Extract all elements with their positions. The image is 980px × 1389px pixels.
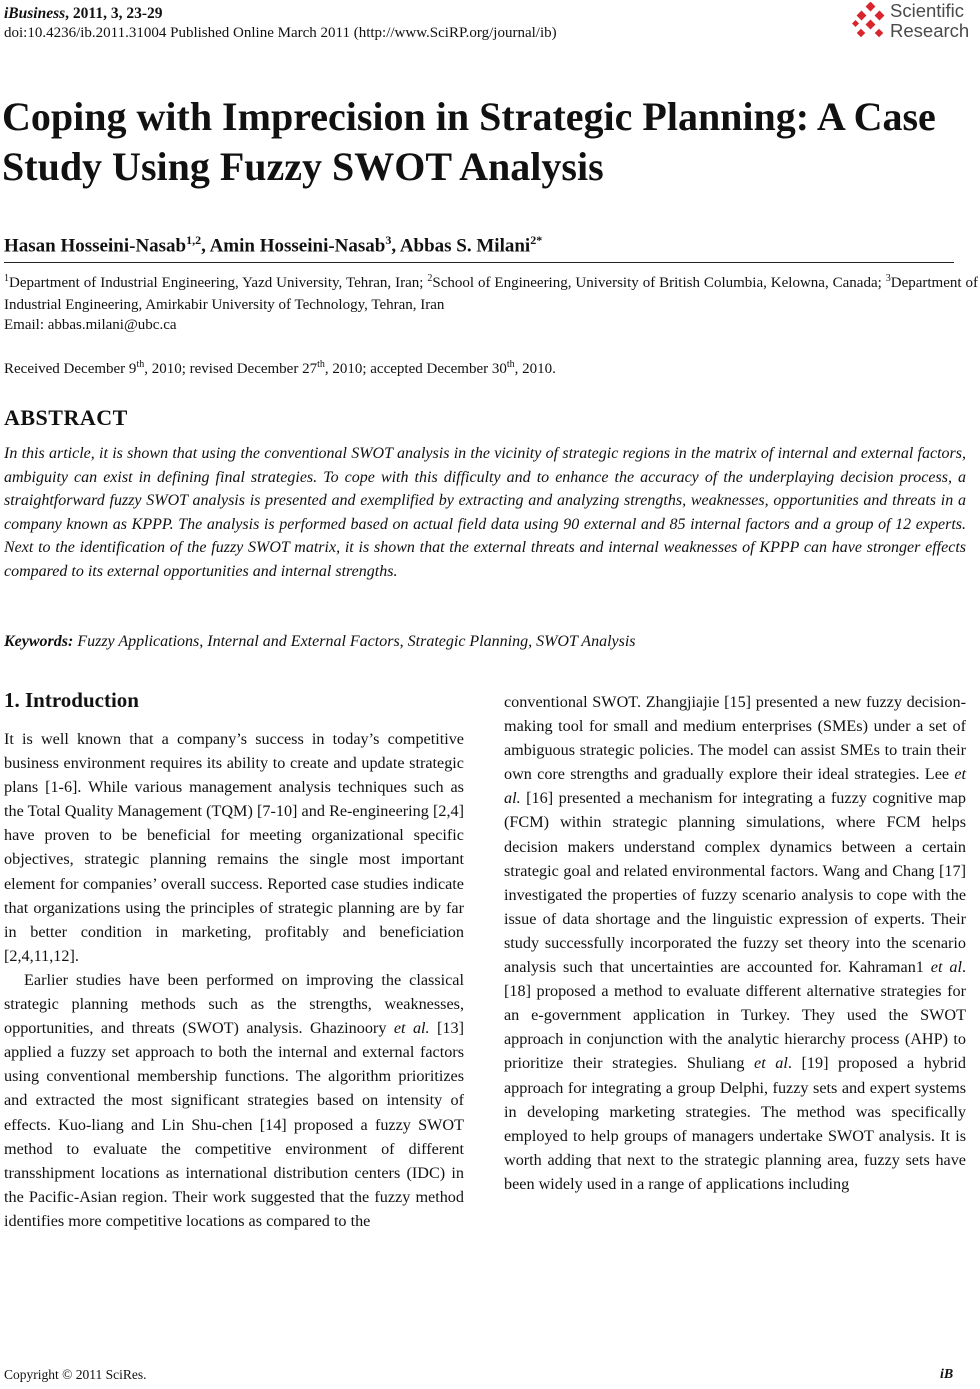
paragraph (4, 968, 464, 1233)
body-column-right (504, 690, 966, 1196)
section-heading-introduction: 1. Introduction (4, 688, 139, 712)
paragraph (504, 690, 966, 1196)
author-name: Hasan Hosseini-Nasab (4, 235, 187, 257)
affiliations (4, 268, 978, 316)
citation-et-al: et al. (393, 1019, 430, 1038)
author-name: Amin Hosseini-Nasab (209, 235, 386, 257)
paragraph-text: Earlier studies have been performed on improving the classical strategic planning methods such as the strengths, weaknesses, opportunities, and threats (SWOT) analysis. Ghazinoory (4, 970, 464, 1038)
copyright-notice: Copyright © 2011 SciRes. (4, 1367, 147, 1382)
footer-journal-abbr: iB (940, 1367, 954, 1382)
author-name: Abbas S. Milani (399, 235, 531, 257)
keywords-label: Keywords: (4, 633, 74, 650)
paragraph-text: conventional SWOT. Zhangjiajie [15] presented a new fuzzy decision-making tool for small and medium enterprises (SMEs) under a set of ambiguous strategic policies. The model can assist SMEs to train their own core strengths and gradually explore their ideal strategies. Lee (504, 693, 966, 784)
received-text: Received December 9 (4, 361, 137, 377)
header-divider (4, 262, 954, 263)
affil-text: School of Engineering, University of British Columbia, Kelowna, Canada; (432, 275, 886, 291)
paragraph-text: . [19] proposed a hybrid approach for integrating a group Delphi, fuzzy sets and expert systems in developing marketing strategies. The method was specifically employed to help groups of managers undertake SWOT analysis. It is worth adding that next to the strategic planning area, fuzzy sets have been widely used in a range of applications including (504, 1054, 966, 1193)
received-text: , 2010; accepted December 30 (324, 361, 507, 377)
paragraph-text: [16] presented a mechanism for integrating a fuzzy cognitive map (FCM) within strategic planning simulations, where FCM helps decision makers understand complex dynamics between a certain strategic goal and related environmental factors. Wang and Chang [17] investigated the properties of fuzzy scenario analysis to cope with the issue of data shortage and the linguistic expression of experts. Their study successfully incorporated the fuzzy set theory into the scenario analysis such that uncertainties are accounted for. Kahraman1 (504, 789, 966, 977)
journal-name: iBusiness (4, 5, 66, 22)
body-column-left (4, 727, 464, 1233)
ordinal-sup: th (136, 359, 145, 370)
affil-sup: 1 (4, 273, 9, 284)
author-affil-sup: 3 (385, 233, 392, 247)
doi-line: doi:10.4236/ib.2011.31004 Published Online March 2011 (http://www.SciRP.org/journal/ib) (4, 25, 557, 41)
journal-volume: , 2011, 3, 23-29 (65, 5, 163, 22)
affil-text: Department of Industrial Engineering, Amirkabir University of Technology, Tehran, Iran (4, 275, 978, 313)
journal-citation (4, 4, 162, 23)
received-text: , 2010; revised December 27 (144, 361, 318, 377)
citation-et-al: et al (754, 1054, 788, 1073)
publisher-logo (852, 0, 972, 46)
ordinal-sup: th (317, 359, 325, 370)
logo-mark-icon (852, 2, 888, 42)
keywords (4, 630, 966, 653)
affil-sup: 2 (427, 273, 433, 284)
received-dates (4, 354, 556, 380)
author-separator: , (201, 235, 210, 257)
paragraph-text: . [18] proposed a method to evaluate different alternative strategies for an e-government application in Turkey. They used the SWOT approach in conjunction with the analytic hierarchy process (AHP) to prioritize their strategies. Shuliang (504, 958, 966, 1073)
ordinal-sup: th (506, 359, 515, 370)
citation-et-al: et al (930, 958, 962, 977)
abstract-heading: ABSTRACT (4, 405, 128, 430)
keywords-list: Fuzzy Applications, Internal and External Factors, Strategic Planning, SWOT Analysis (73, 633, 636, 650)
logo-text-line1: Scientific (890, 0, 965, 21)
author-affil-sup: 2* (530, 233, 543, 247)
affil-text: Department of Industrial Engineering, Yazd University, Tehran, Iran; (9, 275, 428, 291)
abstract-text: In this article, it is shown that using the conventional SWOT analysis in the vicinity of strategic regions in the matrix of internal and external factors, ambiguity can exist in defining final strategies. To cope with this difficulty and to enhance the accuracy of the underplaying decision process, a straightforward fuzzy SWOT analysis is presented and exemplified by extracting and analyzing strengths, weaknesses, opportunities and threats in a company known as KPPP. The analysis is performed based on actual field data using 90 external and 85 internal factors and a group of 12 experts. Next to the identification of the fuzzy SWOT matrix, it is shown that the external threats and internal weaknesses of KPPP can have stronger effects compared to its external opportunities and internal strengths. (4, 445, 966, 580)
author-list (4, 228, 542, 258)
citation-et-al: et al. (504, 765, 966, 808)
paragraph-text: [13] applied a fuzzy set approach to both the internal and external factors using conventional membership functions. The algorithm prioritizes and extracted the most significant strategies based on intensity of effects. Kuo-liang and Lin Shu-chen [14] proposed a fuzzy SWOT method to evaluate the competitive environment of different transshipment locations as international distribution centers (IDC) in the Pacific-Asian region. Their work suggested that the fuzzy method identifies more competitive locations as compared to the (4, 1019, 465, 1230)
affil-sup: 3 (885, 273, 891, 284)
received-text: , 2010. (514, 361, 556, 377)
logo-text-line2: Research (890, 20, 970, 41)
contact-email: Email: abbas.milani@ubc.ca (4, 317, 177, 333)
paragraph: It is well known that a company’s success in today’s competitive business environment requires its ability to create and update strategic plans [1-6]. While various management analysis techniques such as the Total Quality Management (TQM) [7-10] and Re-engineering [2,4] have proven to be beneficial for meeting organizational specific objectives, strategic planning remains the single most important element for companies’ overall success. Reported case studies indicate that organizations using the principles of strategic planning are by far in better condition in marketing, profitably and beneficiation [2,4,11,12]. (4, 730, 464, 965)
author-separator: , (391, 235, 400, 257)
paper-title: Coping with Imprecision in Strategic Planning: A Case Study Using Fuzzy SWOT Analysis (2, 94, 936, 189)
author-affil-sup: 1,2 (186, 233, 202, 247)
